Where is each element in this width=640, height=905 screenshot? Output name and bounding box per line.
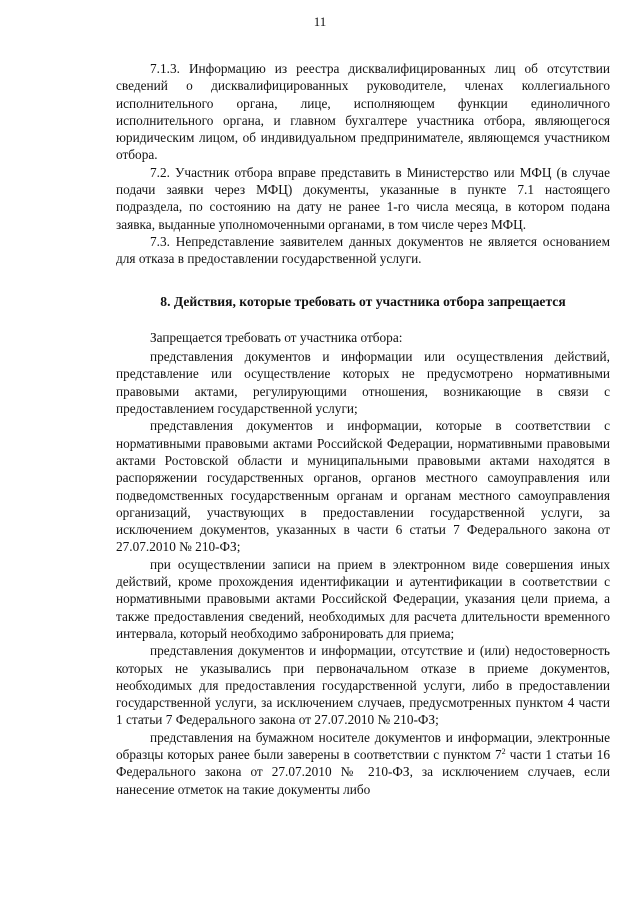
prohibited-item-5 (116, 729, 610, 798)
prohibited-item-3: при осуществлении записи на прием в электронном виде совершения иных действий, кроме прохождения идентификации и аутентификации в соответствии с нормативными правовыми актами Российской Федерации, указания цели приема, а также предоставления сведений, необходимых для расчета длительности временного интервала, который необходимо забронировать для приема; (116, 556, 610, 641)
section-8-lead: Запрещается требовать от участника отбора: (150, 329, 403, 345)
superscript-2: 2 (501, 746, 506, 756)
prohibited-item-1: представления документов и информации или осуществления действий, представление или осуществление которых не предусмотрено нормативными правовыми актами, регулирующими отношения, возникающие в связи с предоставлением государственной услуги; (116, 349, 610, 417)
paragraph-7-2: 7.2. Участник отбора вправе представить в Министерство или МФЦ (в случае подачи заявки через МФЦ) документы, указанные в пункте 7.1 настоящего подраздела, по состоянию на дату не ранее 1-го числа месяца, в котором подана заявка, выданные уполномоченными органами, в том числе через МФЦ. (116, 164, 610, 232)
paragraph-7-1-3: 7.1.3. Информацию из реестра дисквалифицированных лиц об отсутствии сведений о дисквалифицированных руководителе, членах коллегиального исполнительного органа, лице, исполняющем функции единоличного исполнительного органа, и главном бухгалтере участника отбора, являющегося юридическим лицом, об индивидуальном предпринимателе, являющемся участником отбора. (116, 61, 610, 163)
prohibited-item-2: представления документов и информации, которые в соответствии с нормативными правовыми актами Российской Федерации, нормативными правовыми актами Ростовской области и муниципальными правовыми актами находятся в распоряжении государственных органов, органов местного самоуправления или подведомственных государственным органам и органам местного самоуправления организаций, участвующих в предоставлении государственной услуги, за исключением документов, указанных в части 6 статьи 7 Федерального закона от 27.07.2010 № 210-ФЗ; (116, 418, 610, 555)
prohibited-item-4: представления документов и информации, отсутствие и (или) недостоверность которых не указывались при первоначальном отказе в приеме документов, необходимых для предоставления государственной услуги, либо в предоставлении государственной услуги, за исключением случаев, предусмотренных пунктом 4 части 1 статьи 7 Федерального закона от 27.07.2010 № 210-ФЗ; (116, 643, 610, 728)
prohibited-item-5-text-a: представления на бумажном носителе документов и информации, электронные образцы которых ранее были заверены в соответствии с пунктом 7 (116, 729, 610, 762)
section-8-heading: 8. Действия, которые требовать от участника отбора запрещается (160, 293, 566, 309)
document-body (116, 60, 610, 798)
paragraph-7-3: 7.3. Непредставление заявителем данных документов не является основанием для отказа в предоставлении государственной услуги. (116, 233, 610, 267)
page-number: 11 (313, 14, 327, 29)
prohibited-item-5-text-b: части 1 статьи 16 Федерального закона от 27.07.2010 № 210-ФЗ, за исключением случаев, если нанесение отметок на такие документы либо (116, 746, 610, 797)
